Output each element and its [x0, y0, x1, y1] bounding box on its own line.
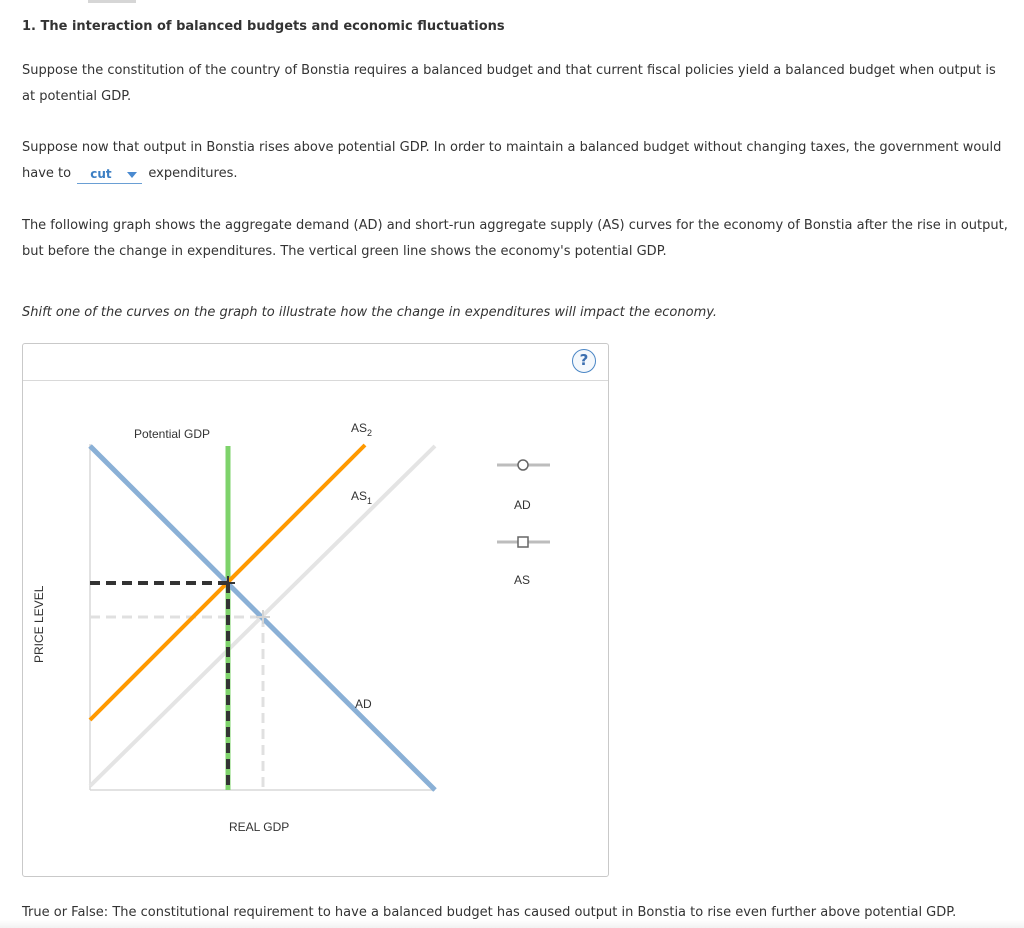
as1-label — [351, 489, 372, 506]
legend-ad-tool[interactable] — [497, 460, 550, 470]
chevron-down-icon — [126, 171, 138, 179]
top-tab-indicator — [88, 0, 136, 3]
ad-curve-label: AD — [355, 697, 372, 711]
legend-as-label: AS — [514, 573, 531, 587]
as1-label-main: AS — [351, 489, 368, 503]
legend-as-tool[interactable] — [497, 537, 550, 547]
paragraph-graph-description: The following graph shows the aggregate demand (AD) and short-run aggregate supply (AS) curves for the economy of Bonstia after the rise in output, but before the change in expenditures. The vertical green line shows the economy's potential GDP. — [22, 218, 1008, 259]
x-axis-label: REAL GDP — [229, 820, 290, 834]
legend-ad-label: AD — [514, 498, 531, 512]
instruction-text: Shift one of the curves on the graph to illustrate how the change in expenditures will impact the economy. — [22, 305, 718, 320]
paragraph-output-rises — [22, 135, 1012, 187]
bottom-fade — [0, 920, 1024, 928]
true-false-question: True or False: The constitutional requirement to have a balanced budget has caused output in Bonstia to rise even further above potential GDP. — [22, 905, 957, 920]
help-button[interactable]: ? — [572, 349, 596, 373]
as2-label-main: AS — [351, 421, 368, 435]
dropdown-selected-value: cut — [90, 167, 112, 181]
as2-label-sub: 2 — [367, 428, 373, 438]
ad-as-graph — [23, 344, 610, 878]
as2-label — [351, 421, 372, 438]
paragraph-output-rises-text: Suppose now that output in Bonstia rises above potential GDP. In order to maintain a balanced budget without changing taxes, the government would have to — [22, 140, 1002, 181]
potential-gdp-label: Potential GDP — [134, 427, 211, 441]
paragraph-output-rises-tail: expenditures. — [148, 166, 238, 181]
square-marker-icon — [518, 537, 528, 547]
question-title: 1. The interaction of balanced budgets and economic fluctuations — [22, 19, 505, 34]
paragraph-balanced-budget: Suppose the constitution of the country of Bonstia requires a balanced budget and that current fiscal policies yield a balanced budget when output is at potential GDP. — [22, 63, 996, 104]
circle-marker-icon — [518, 460, 528, 470]
graph-panel — [22, 343, 609, 877]
as1-label-sub: 1 — [367, 496, 373, 506]
expenditure-dropdown[interactable] — [77, 166, 142, 184]
y-axis-label: PRICE LEVEL — [32, 585, 46, 663]
